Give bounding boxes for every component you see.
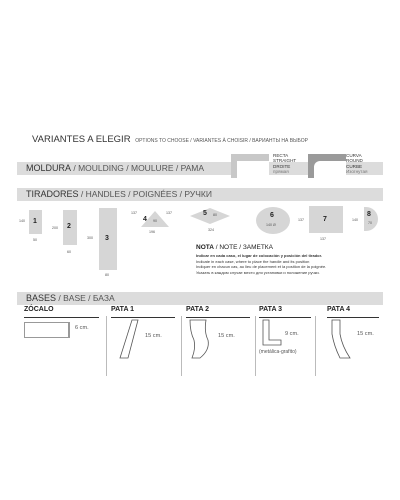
moldura-curva-label — [346, 153, 368, 174]
bases-heading — [26, 293, 115, 303]
base-pata1-label: PATA 1 — [111, 306, 135, 313]
handle-4-base: 196 — [149, 230, 155, 234]
base-pata3-label: PATA 3 — [259, 306, 283, 313]
base-pata1-cm: 15 cm. — [145, 333, 162, 339]
moldura-curva-sample[interactable] — [308, 154, 346, 178]
base-divider-4 — [315, 316, 316, 376]
handle-6-inner: 140 Ø — [266, 223, 276, 227]
moldura-heading — [26, 163, 204, 173]
base-pata2-cm: 15 cm. — [218, 333, 235, 339]
handle-8-number: 8 — [367, 211, 371, 218]
base-pata4-shape[interactable] — [326, 318, 354, 360]
nota-title: NOTA — [196, 244, 214, 251]
page-title — [32, 134, 308, 145]
tiradores-subtitle: / HANDLES / POIGNÉES / РУЧКИ — [78, 189, 212, 199]
handle-3-number: 3 — [105, 235, 109, 242]
moldura-curva-es: CURVA — [346, 153, 362, 158]
title-main: VARIANTES A ELEGIR — [32, 134, 131, 145]
moldura-recta-sample[interactable] — [231, 154, 269, 178]
handle-1-width: 50 — [33, 238, 37, 242]
title-subtitle: OPTIONS TO CHOOSE / VARIANTES À CHOISIR / ВАРИАНТЫ НА ВЫБОР — [135, 138, 308, 144]
base-pata1-shape[interactable] — [112, 318, 140, 360]
handle-1[interactable] — [29, 210, 42, 234]
base-zocalo-label: ZÓCALO — [24, 306, 54, 313]
nota-line-es: Indicar en cada caso, el lugar de colocación y posición del tirador. — [196, 253, 323, 258]
base-pata3-cm: 9 cm. — [285, 331, 299, 337]
handle-1-number: 1 — [33, 218, 37, 225]
handle-5-number: 5 — [203, 210, 207, 217]
handle-5-inner: 80 — [213, 213, 217, 217]
base-pata4-cm: 15 cm. — [357, 331, 374, 337]
moldura-curva-ru: Изогнутая — [346, 168, 368, 174]
handle-8[interactable] — [364, 207, 378, 231]
nota-heading — [196, 244, 366, 252]
handle-4-number: 4 — [143, 216, 147, 223]
bases-subtitle: / BASE / БАЗА — [56, 293, 115, 303]
base-zocalo-rule — [24, 317, 99, 318]
bases-title: BASES — [26, 293, 57, 303]
handle-4-inner: 90 — [153, 219, 157, 223]
handle-2[interactable] — [63, 210, 77, 245]
handle-8-inner: 70 — [368, 221, 372, 225]
handle-7[interactable] — [309, 206, 343, 233]
moldura-recta-ru: прямая — [273, 168, 289, 174]
base-divider-2 — [181, 316, 182, 376]
handle-4-side-left: 137 — [131, 211, 137, 215]
nota-line-fr: Indiquer en chacun cas, au lieu de placement et la position de la poignée. — [196, 264, 327, 270]
moldura-recta-fr: DROITE — [273, 163, 291, 169]
handle-7-height: 137 — [298, 218, 304, 222]
base-zocalo-dim-line — [69, 322, 70, 338]
base-pata3-note: (metálica-grafito) — [259, 349, 297, 355]
handle-8-height: 140 — [352, 218, 358, 222]
tiradores-title: TIRADORES — [26, 189, 79, 199]
handle-1-height: 140 — [19, 219, 25, 223]
handle-3-height: 300 — [87, 236, 93, 240]
handle-5-width: 324 — [208, 228, 214, 232]
nota-line-ru: Указать в каждом случае место для установки и положение ручки. — [196, 269, 320, 275]
handle-3[interactable] — [99, 208, 117, 270]
nota-block — [196, 244, 366, 275]
moldura-recta-label — [273, 153, 296, 174]
handle-2-height: 200 — [52, 226, 58, 230]
handle-7-number: 7 — [323, 216, 327, 223]
moldura-curva-fr: CURBE — [346, 163, 363, 169]
handle-6-number: 6 — [270, 212, 274, 219]
tiradores-heading — [26, 189, 212, 199]
tiradores-band — [17, 188, 383, 201]
base-divider-1 — [106, 316, 107, 376]
base-zocalo-shape[interactable] — [24, 322, 69, 338]
bases-band — [17, 292, 383, 305]
handle-6[interactable] — [256, 207, 290, 234]
handle-4-side-right: 137 — [166, 211, 172, 215]
nota-line-en: Indicate in each case, where to place the handle and its position — [196, 258, 310, 264]
handle-2-number: 2 — [67, 223, 71, 230]
moldura-subtitle: / MOULDING / MOULURE / PAMA — [71, 163, 205, 173]
moldura-recta-en: STRAIGHT — [273, 158, 297, 164]
handle-3-width: 80 — [105, 273, 109, 277]
base-pata3-shape[interactable] — [261, 318, 283, 348]
nota-subtitle: / NOTE / ЗАМЕТКА — [213, 244, 273, 251]
handle-2-width: 60 — [67, 250, 71, 254]
base-divider-3 — [255, 316, 256, 376]
base-pata2-shape[interactable] — [186, 318, 214, 360]
moldura-recta-es: RECTA — [273, 153, 289, 158]
handle-5[interactable] — [188, 207, 232, 225]
handle-7-width: 137 — [320, 237, 326, 241]
moldura-title: MOLDURA — [26, 163, 72, 173]
base-pata2-label: PATA 2 — [186, 306, 210, 313]
moldura-curva-en: ROUND — [346, 158, 363, 164]
base-zocalo-cm: 6 cm. — [75, 325, 89, 331]
base-pata4-label: PATA 4 — [327, 306, 351, 313]
